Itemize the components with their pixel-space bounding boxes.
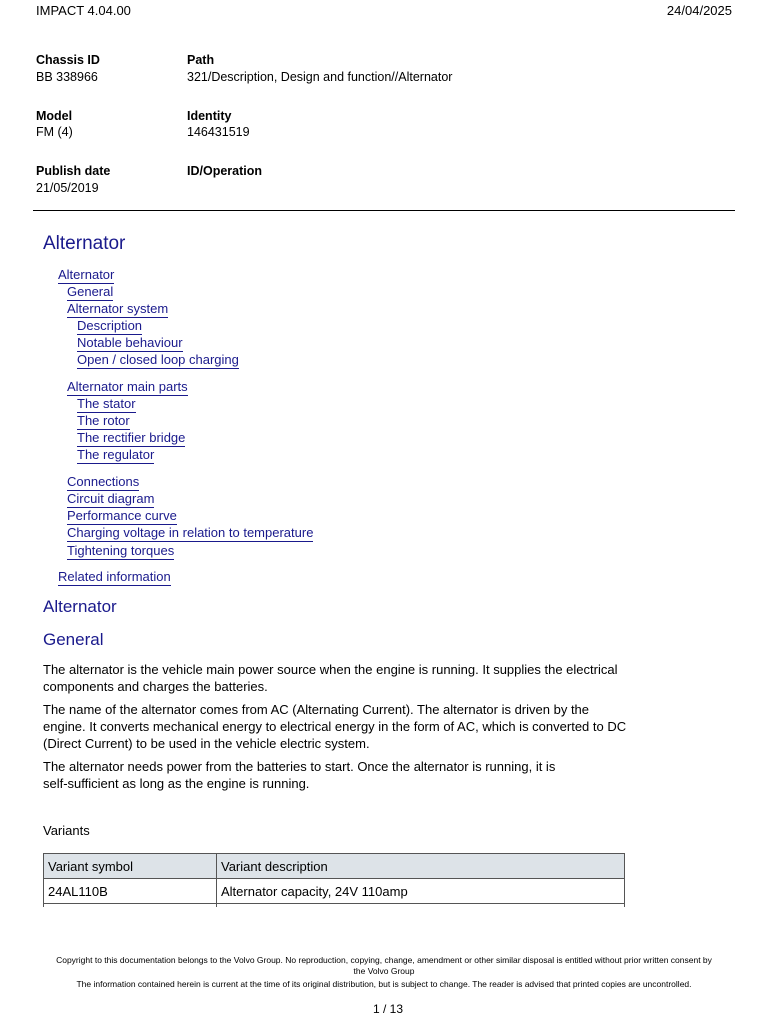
toc-link-description[interactable]: Description [77,318,143,333]
toc-link-rectifier-bridge[interactable]: The rectifier bridge [77,430,186,445]
toc-link-circuit-diagram[interactable]: Circuit diagram [67,491,155,506]
partial-cell [44,904,217,908]
page-number: 1 / 13 [372,1002,404,1016]
toc-link-notable-behaviour[interactable]: Notable behaviour [77,335,183,350]
paragraph-3 [43,758,633,792]
toc-link-charging-voltage[interactable]: Charging voltage in relation to temperature [67,525,314,540]
toc-link-performance-curve[interactable]: Performance curve [67,508,177,523]
operation-label: ID/Operation [187,164,263,178]
toc-link-general[interactable]: General [67,284,114,299]
disclaimer-line: The information contained herein is current at the time of its original distribution, but is subject to change. The reader is advised that printed copies are uncontrolled. [76,979,692,989]
path-value: 321/Description, Design and function//Alternator [187,70,453,84]
publish-date-value: 21/05/2019 [36,181,99,195]
variants-label: Variants [43,823,90,838]
paragraph-2 [43,701,633,752]
table-row-partial [44,904,625,908]
model-value: FM (4) [36,125,73,139]
toc-link-tightening-torques[interactable]: Tightening torques [67,543,175,558]
toc-link-connections[interactable]: Connections [67,474,140,489]
toc-link-related-information[interactable]: Related information [58,569,171,584]
section-title: Alternator [43,597,117,616]
toc-link-stator[interactable]: The stator [77,396,136,411]
variant-description-cell: Alternator capacity, 24V 110amp [217,879,625,904]
paragraph-1 [43,661,633,695]
table-row [44,879,625,904]
identity-label: Identity [187,109,232,123]
document-title: Alternator [43,233,126,254]
toc-link-alternator-system[interactable]: Alternator system [67,301,169,316]
toc-link-rotor[interactable]: The rotor [77,413,130,428]
model-label: Model [36,109,73,123]
toc-link-regulator[interactable]: The regulator [77,447,155,462]
general-heading: General [43,630,104,649]
toc-link-main-parts[interactable]: Alternator main parts [67,379,188,394]
paragraph-3-line-2: self-sufficient as long as the engine is running. [43,776,310,791]
variants-table [43,853,625,907]
toc-link-alternator[interactable]: Alternator [58,267,115,282]
header-divider [33,210,735,211]
print-date: 24/04/2025 [666,3,732,18]
table-header-row [44,854,625,879]
copyright-line-2: the Volvo Group [353,966,415,976]
chassis-value: BB 338966 [36,70,98,84]
copyright-line-1: Copyright to this documentation belongs to the Volvo Group. No reproduction, copying, change, amendment or other similar disposal is entitled without prior written consent by [56,955,712,965]
paragraph-1-line-2: components and charges the batteries. [43,679,268,694]
publish-date-label: Publish date [36,164,111,178]
chassis-label: Chassis ID [36,53,100,67]
paragraph-3-line-1: The alternator needs power from the batteries to start. Once the alternator is running, it is [43,759,556,774]
column-header-variant-symbol: Variant symbol [44,854,217,879]
path-label: Path [187,53,215,67]
paragraph-2-line-3: (Direct Current) to be used in the vehicle electric system. [43,736,370,751]
paragraph-2-line-1: The name of the alternator comes from AC (Alternating Current). The alternator is driven by the [43,702,590,717]
identity-value: 146431519 [187,125,250,139]
column-header-variant-description: Variant description [217,854,625,879]
paragraph-2-line-2: engine. It converts mechanical energy to electrical energy in the form of AC, which is converted to DC [43,719,627,734]
variant-symbol-cell: 24AL110B [44,879,217,904]
app-version: IMPACT 4.04.00 [36,3,131,18]
toc-link-loop-charging[interactable]: Open / closed loop charging [77,352,239,367]
partial-cell [217,904,625,908]
paragraph-1-line-1: The alternator is the vehicle main power source when the engine is running. It supplies the electrical [43,662,618,677]
